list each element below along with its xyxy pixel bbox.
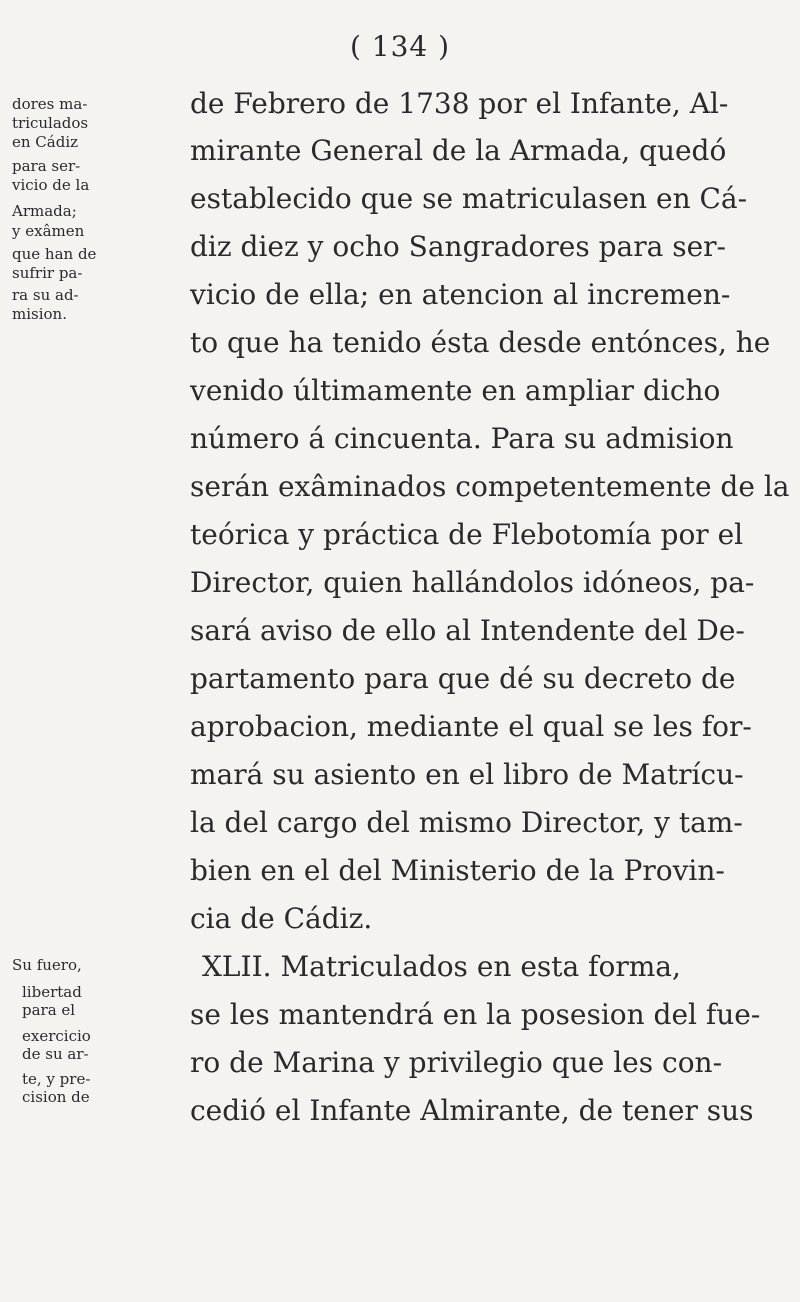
text-line: venido últimamente en ampliar dicho (190, 374, 721, 407)
text-line: de Febrero de 1738 por el Infante, Al- (190, 87, 729, 120)
text-line: Director, quien hallándolos idóneos, pa- (190, 566, 755, 599)
margin-note-line: que han de (12, 245, 97, 263)
margin-note-line: en Cádiz (12, 133, 79, 151)
text-line: bien en el del Ministerio de la Provin- (190, 854, 725, 887)
margin-note-line: para el (22, 1001, 76, 1019)
text-line: cedió el Infante Almirante, de tener sus (190, 1094, 754, 1127)
margin-note-line: vicio de la (12, 176, 90, 194)
text-line: se les mantendrá en la posesion del fue- (190, 998, 761, 1031)
margin-note-line: cision de (22, 1088, 90, 1106)
text-line: aprobacion, mediante el qual se les for- (190, 710, 752, 743)
text-line: mará su asiento en el libro de Matrícu- (190, 758, 744, 791)
margin-note-line: exercicio (22, 1027, 91, 1045)
margin-note-line: sufrir pa- (12, 264, 83, 282)
margin-note-line: triculados (12, 114, 89, 132)
text-line: diz diez y ocho Sangradores para ser- (190, 230, 726, 263)
margin-note-line: para ser- (12, 157, 81, 175)
text-line: to que ha tenido ésta desde entónces, he (190, 326, 771, 359)
text-line: número á cincuenta. Para su admision (190, 422, 734, 455)
text-line: sará aviso de ello al Intendente del De- (190, 614, 745, 647)
text-line: cia de Cádiz. (190, 902, 373, 935)
margin-note-line: dores ma- (12, 95, 88, 113)
text-line: teórica y práctica de Flebotomía por el (190, 518, 744, 551)
text-line: establecido que se matriculasen en Cá- (190, 182, 748, 215)
text-line: serán exâminados competentemente de la (190, 470, 790, 503)
text-line: la del cargo del mismo Director, y tam- (190, 806, 743, 839)
margin-note-line: Armada; (12, 202, 77, 220)
page-number: ( 134 ) (349, 30, 451, 63)
margin-note-line: te, y pre- (22, 1070, 91, 1088)
margin-note-line: libertad (22, 983, 82, 1001)
text-line: mirante General de la Armada, quedó (190, 134, 727, 167)
margin-note-line: ra su ad- (12, 286, 79, 304)
text-line: XLII. Matriculados en esta forma, (202, 950, 681, 983)
margin-note-line: y exâmen (12, 222, 85, 240)
margin-note-line: de su ar- (22, 1045, 89, 1063)
margin-note-line: Su fuero, (12, 956, 82, 974)
text-line: vicio de ella; en atencion al incremen- (190, 278, 731, 311)
margin-note-line: mision. (12, 305, 67, 323)
text-line: partamento para que dé su decreto de (190, 662, 736, 695)
text-line: ro de Marina y privilegio que les con- (190, 1046, 723, 1079)
